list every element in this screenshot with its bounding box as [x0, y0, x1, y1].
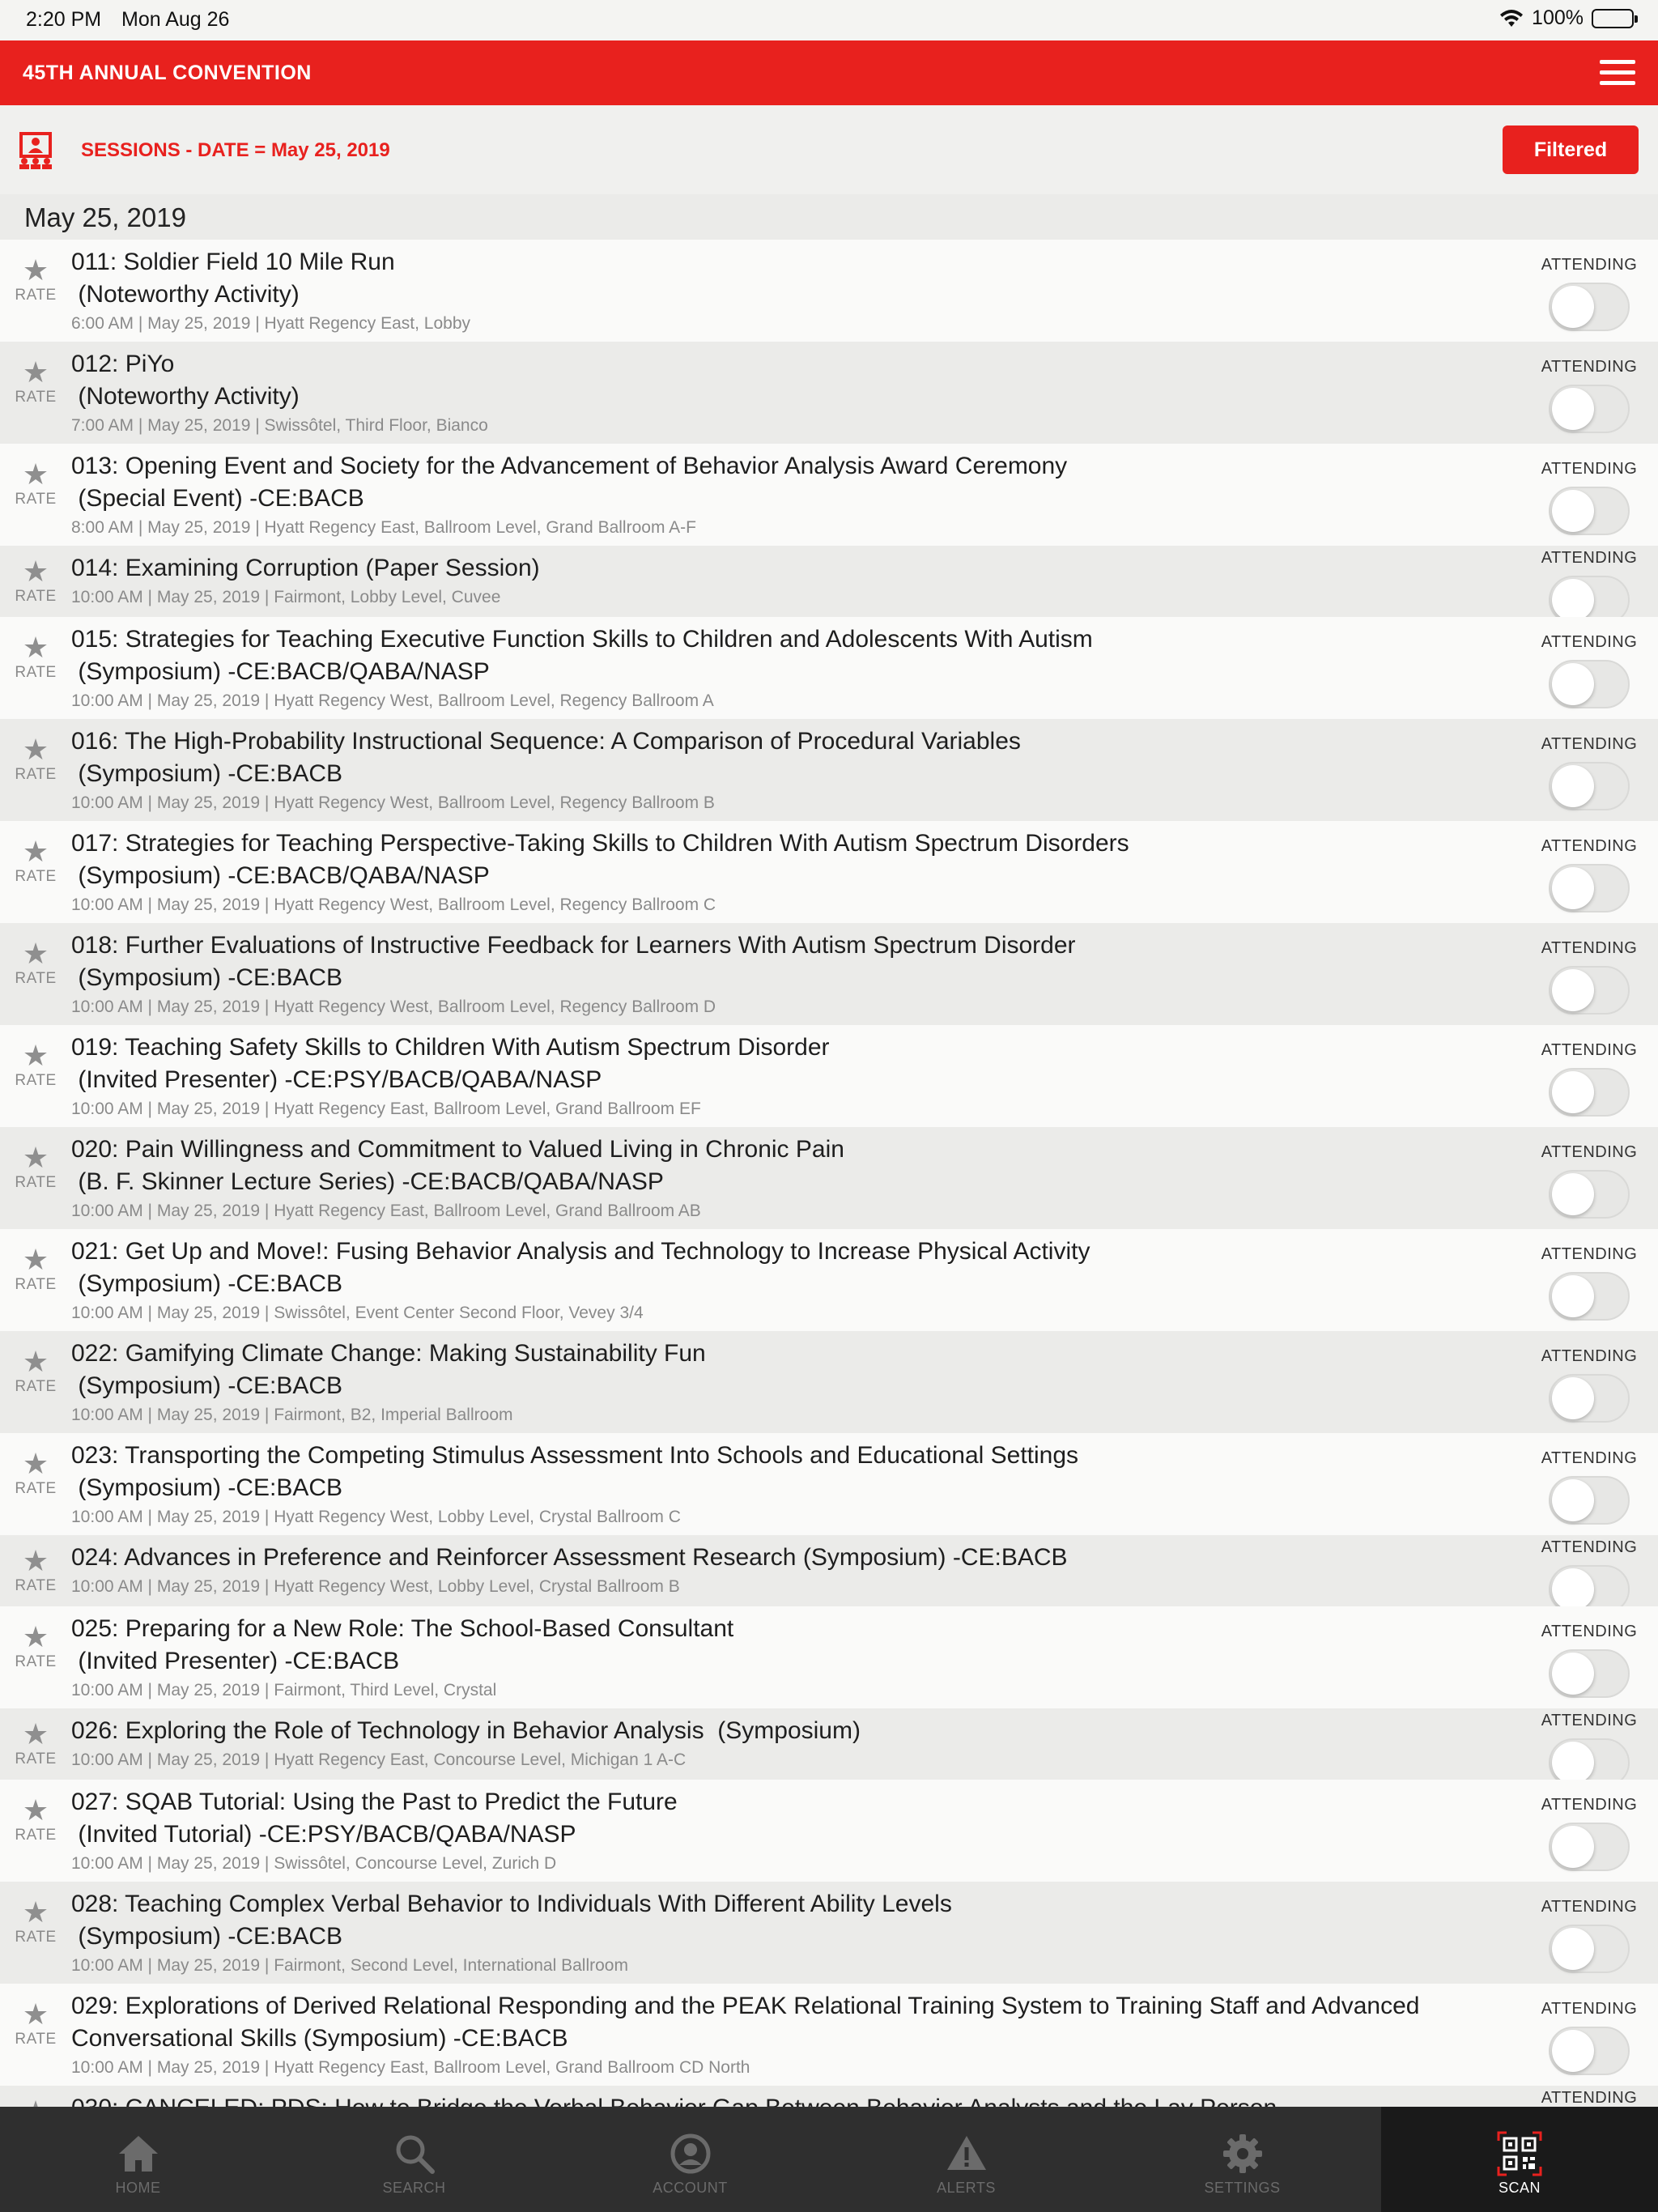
session-row[interactable]: [0, 1025, 1658, 1127]
session-title[interactable]: 026: Exploring the Role of Technology in Behavior Analysis (Symposium): [71, 1717, 861, 1744]
session-row[interactable]: [0, 342, 1658, 444]
attending-toggle[interactable]: [1549, 1068, 1630, 1117]
session-meta: 10:00 AM | May 25, 2019 | Hyatt Regency East, Concourse Level, Michigan 1 A-C: [71, 1750, 687, 1769]
session-type[interactable]: (Symposium) -CE:BACB: [71, 1372, 343, 1399]
attending-toggle[interactable]: [1549, 864, 1630, 912]
session-row[interactable]: [0, 923, 1658, 1025]
session-row[interactable]: [0, 1606, 1658, 1708]
status-bar: [0, 0, 1658, 40]
toggle-knob: [1552, 388, 1594, 430]
toggle-knob: [1552, 1742, 1594, 1784]
attending-label: ATTENDING: [1541, 1143, 1638, 1161]
attending-control: [1537, 735, 1642, 810]
session-type[interactable]: (Noteworthy Activity): [71, 383, 300, 410]
session-row[interactable]: [0, 1780, 1658, 1882]
hamburger-menu-icon[interactable]: [1598, 57, 1637, 89]
tab-account[interactable]: [552, 2107, 828, 2212]
sessions-icon: [18, 132, 53, 169]
session-title[interactable]: 022: Gamifying Climate Change: Making Sustainability Fun: [71, 1340, 706, 1367]
rate-button[interactable]: [13, 355, 58, 406]
attending-label: ATTENDING: [1541, 939, 1638, 957]
attending-label: ATTENDING: [1541, 358, 1638, 376]
date-group-header: [0, 194, 1658, 240]
session-meta: 10:00 AM | May 25, 2019 | Hyatt Regency West, Ballroom Level, Regency Ballroom A: [71, 691, 714, 710]
toggle-knob: [1552, 969, 1594, 1011]
rate-label: RATE: [15, 1480, 57, 1497]
attending-control: [1537, 1449, 1642, 1525]
attending-label: ATTENDING: [1541, 1538, 1638, 1556]
rate-button[interactable]: [13, 1449, 58, 1498]
tab-home[interactable]: [0, 2107, 276, 2212]
star-icon: ★: [22, 457, 49, 491]
star-icon: ★: [22, 1793, 49, 1827]
rate-button[interactable]: [13, 735, 58, 784]
session-row[interactable]: [0, 546, 1658, 617]
rate-label: RATE: [15, 287, 57, 304]
toggle-knob: [1552, 286, 1594, 328]
toggle-knob: [1552, 1928, 1594, 1970]
attending-label: ATTENDING: [1541, 1041, 1638, 1059]
session-meta: 10:00 AM | May 25, 2019 | Hyatt Regency East, Ballroom Level, Grand Ballroom CD North: [71, 2058, 750, 2077]
alert-icon: [944, 2131, 989, 2176]
rate-label: RATE: [15, 2031, 57, 2048]
gear-icon: [1220, 2131, 1265, 2176]
toggle-knob: [1552, 663, 1594, 705]
battery-icon: [1592, 9, 1634, 28]
toggle-knob: [1552, 1173, 1594, 1215]
attending-toggle[interactable]: [1549, 762, 1630, 810]
account-icon: [668, 2131, 713, 2176]
attending-control: [1537, 1347, 1642, 1423]
rate-label: RATE: [15, 868, 57, 885]
toggle-knob: [1552, 2030, 1594, 2072]
session-title[interactable]: 017: Strategies for Teaching Perspective-Taking Skills to Children With Autism Spectrum Disorders: [71, 830, 1129, 857]
toggle-knob: [1552, 490, 1594, 532]
session-meta: 10:00 AM | May 25, 2019 | Swissôtel, Concourse Level, Zurich D: [71, 1854, 557, 1873]
session-title[interactable]: 020: Pain Willingness and Commitment to Valued Living in Chronic Pain: [71, 1136, 844, 1163]
session-title[interactable]: 029: Explorations of Derived Relational Responding and the PEAK Relational Training System to Training Staff and Advanced: [71, 1993, 1420, 2019]
rate-button[interactable]: [13, 1347, 58, 1396]
attending-label: ATTENDING: [1541, 460, 1638, 478]
attending-label: ATTENDING: [1541, 1245, 1638, 1263]
toggle-knob: [1552, 1826, 1594, 1868]
rate-button[interactable]: [13, 1793, 58, 1844]
attending-toggle[interactable]: [1549, 1823, 1630, 1871]
rate-label: RATE: [15, 1827, 57, 1844]
attending-control: [1537, 939, 1642, 1015]
toggle-knob: [1552, 1568, 1594, 1610]
attending-label: ATTENDING: [1541, 1449, 1638, 1467]
rate-label: RATE: [15, 588, 57, 605]
star-icon: ★: [22, 555, 49, 588]
attending-control: [1537, 1538, 1642, 1614]
session-meta: 10:00 AM | May 25, 2019 | Hyatt Regency West, Ballroom Level, Regency Ballroom B: [71, 793, 715, 812]
toggle-knob: [1552, 765, 1594, 807]
attending-toggle[interactable]: [1549, 1170, 1630, 1219]
session-type[interactable]: (Invited Presenter) -CE:BACB: [71, 1648, 400, 1674]
session-meta: 10:00 AM | May 25, 2019 | Fairmont, B2, Imperial Ballroom: [71, 1406, 513, 1424]
rate-label: RATE: [15, 1174, 57, 1191]
attending-control: [1537, 256, 1642, 331]
session-row[interactable]: [0, 617, 1658, 719]
attending-control: [1537, 837, 1642, 912]
session-row[interactable]: [0, 444, 1658, 546]
star-icon: ★: [22, 733, 49, 766]
session-row[interactable]: [0, 1535, 1658, 1606]
rate-label: RATE: [15, 1072, 57, 1089]
rate-button[interactable]: [13, 1143, 58, 1192]
attending-label: ATTENDING: [1541, 735, 1638, 753]
session-meta: 10:00 AM | May 25, 2019 | Hyatt Regency West, Lobby Level, Crystal Ballroom B: [71, 1577, 680, 1596]
attending-control: [1537, 1245, 1642, 1321]
attending-control: [1537, 633, 1642, 708]
attending-toggle[interactable]: [1549, 487, 1630, 535]
star-icon: ★: [22, 1039, 49, 1072]
session-meta: 10:00 AM | May 25, 2019 | Swissôtel, Event Center Second Floor, Vevey 3/4: [71, 1304, 644, 1322]
date-group-label: May 25, 2019: [24, 202, 186, 232]
session-type[interactable]: (Symposium) -CE:BACB: [71, 964, 343, 991]
search-icon: [392, 2131, 437, 2176]
rate-button[interactable]: [13, 1245, 58, 1294]
attending-control: [1537, 1796, 1642, 1871]
session-title[interactable]: 018: Further Evaluations of Instructive Feedback for Learners With Autism Spectrum Disorder: [71, 932, 1076, 959]
session-title[interactable]: 016: The High-Probability Instructional Sequence: A Comparison of Procedural Variables: [71, 728, 1021, 755]
session-title[interactable]: 028: Teaching Complex Verbal Behavior to Individuals With Different Ability Levels: [71, 1891, 952, 1917]
rate-label: RATE: [15, 970, 57, 987]
status-date: Mon Aug 26: [121, 8, 230, 31]
toggle-knob: [1552, 1653, 1594, 1695]
home-icon: [116, 2131, 161, 2176]
attending-label: ATTENDING: [1541, 1898, 1638, 1916]
session-meta: 10:00 AM | May 25, 2019 | Fairmont, Third Level, Crystal: [71, 1681, 497, 1699]
session-row[interactable]: [0, 240, 1658, 342]
attending-control: [1537, 358, 1642, 433]
attending-label: ATTENDING: [1541, 2089, 1638, 2107]
star-icon: ★: [22, 1997, 49, 2031]
attending-toggle[interactable]: [1549, 1649, 1630, 1698]
rate-label: RATE: [15, 1929, 57, 1946]
session-row[interactable]: [0, 719, 1658, 821]
session-title[interactable]: 013: Opening Event and Society for the Advancement of Behavior Analysis Award Ceremony: [71, 453, 1068, 479]
rate-button[interactable]: [13, 457, 58, 508]
rate-button[interactable]: [13, 1717, 58, 1768]
attending-label: ATTENDING: [1541, 1796, 1638, 1814]
attending-label: ATTENDING: [1541, 633, 1638, 651]
attending-toggle[interactable]: [1549, 966, 1630, 1015]
session-type[interactable]: (Symposium) -CE:BACB/QABA/NASP: [71, 658, 490, 685]
toggle-knob: [1552, 867, 1594, 909]
star-icon: ★: [22, 1447, 49, 1480]
filter-label: SESSIONS - DATE = May 25, 2019: [81, 139, 390, 161]
rate-label: RATE: [15, 1378, 57, 1395]
session-type[interactable]: Conversational Skills (Symposium) -CE:BACB: [71, 2025, 568, 2052]
attending-toggle[interactable]: [1549, 2027, 1630, 2075]
rate-label: RATE: [15, 389, 57, 406]
star-icon: ★: [22, 631, 49, 664]
rate-button[interactable]: [13, 1895, 58, 1946]
rate-button[interactable]: [13, 1620, 58, 1671]
session-title[interactable]: 014: Examining Corruption (Paper Session): [71, 555, 540, 581]
attending-toggle[interactable]: [1549, 660, 1630, 708]
attending-control: [1537, 1041, 1642, 1117]
session-meta: 10:00 AM | May 25, 2019 | Hyatt Regency East, Ballroom Level, Grand Ballroom AB: [71, 1202, 701, 1220]
session-title[interactable]: 015: Strategies for Teaching Executive Function Skills to Children and Adolescents With Autism: [71, 626, 1093, 653]
rate-label: RATE: [15, 1653, 57, 1670]
rate-label: RATE: [15, 1276, 57, 1293]
status-time: 2:20 PM: [26, 8, 102, 31]
tab-alerts[interactable]: [828, 2107, 1104, 2212]
attending-control: [1537, 460, 1642, 535]
tab-label: SEARCH: [382, 2180, 446, 2196]
session-title[interactable]: 019: Teaching Safety Skills to Children With Autism Spectrum Disorder: [71, 1034, 830, 1061]
session-title[interactable]: 011: Soldier Field 10 Mile Run: [71, 249, 395, 275]
rate-button[interactable]: [13, 633, 58, 682]
toggle-knob: [1552, 1479, 1594, 1521]
rate-button[interactable]: [13, 557, 58, 606]
battery-percent: 100%: [1532, 6, 1584, 29]
qr-code-icon: [1497, 2131, 1542, 2176]
toggle-knob: [1552, 1377, 1594, 1419]
star-icon: ★: [22, 1345, 49, 1378]
attending-toggle[interactable]: [1549, 385, 1630, 433]
session-title[interactable]: 027: SQAB Tutorial: Using the Past to Predict the Future: [71, 1789, 678, 1815]
star-icon: ★: [22, 937, 49, 970]
session-meta: 10:00 AM | May 25, 2019 | Hyatt Regency East, Ballroom Level, Grand Ballroom EF: [71, 1100, 701, 1118]
session-meta: 6:00 AM | May 25, 2019 | Hyatt Regency East, Lobby: [71, 314, 471, 333]
session-row[interactable]: [0, 1127, 1658, 1229]
attending-label: ATTENDING: [1541, 2000, 1638, 2018]
session-row[interactable]: [0, 1708, 1658, 1780]
tab-label: SCAN: [1498, 2180, 1541, 2196]
session-type[interactable]: (Symposium) -CE:BACB: [71, 760, 343, 787]
toggle-knob: [1552, 1071, 1594, 1113]
session-type[interactable]: (Symposium) -CE:BACB: [71, 1923, 343, 1950]
session-title[interactable]: 021: Get Up and Move!: Fusing Behavior Analysis and Technology to Increase Physical Activity: [71, 1238, 1090, 1265]
session-type[interactable]: (Symposium) -CE:BACB/QABA/NASP: [71, 862, 490, 889]
attending-label: ATTENDING: [1541, 256, 1638, 274]
session-row[interactable]: [0, 1984, 1658, 2086]
star-icon: ★: [22, 1544, 49, 1577]
rate-label: RATE: [15, 491, 57, 508]
session-meta: 7:00 AM | May 25, 2019 | Swissôtel, Third Floor, Bianco: [71, 416, 488, 435]
attending-control: [1537, 1143, 1642, 1219]
attending-label: ATTENDING: [1541, 549, 1638, 567]
attending-control: [1537, 1623, 1642, 1698]
session-type[interactable]: (Noteworthy Activity): [71, 281, 300, 308]
session-row[interactable]: [0, 821, 1658, 923]
filtered-button[interactable]: Filtered: [1503, 125, 1639, 174]
star-icon: ★: [22, 355, 49, 389]
session-title[interactable]: 025: Preparing for a New Role: The School-Based Consultant: [71, 1615, 734, 1642]
star-icon: ★: [22, 1895, 49, 1929]
session-row[interactable]: [0, 1433, 1658, 1535]
star-icon: ★: [22, 253, 49, 287]
status-right: [1499, 6, 1634, 30]
rate-button[interactable]: [13, 1041, 58, 1090]
tab-label: HOME: [115, 2180, 161, 2196]
app-header: [0, 40, 1658, 105]
star-icon: ★: [22, 1620, 49, 1653]
rate-button[interactable]: [13, 837, 58, 886]
tab-label: SETTINGS: [1204, 2180, 1281, 2196]
tab-search[interactable]: [276, 2107, 552, 2212]
session-meta: 10:00 AM | May 25, 2019 | Fairmont, Second Level, International Ballroom: [71, 1956, 628, 1975]
attending-label: ATTENDING: [1541, 1347, 1638, 1365]
session-meta: 10:00 AM | May 25, 2019 | Hyatt Regency West, Lobby Level, Crystal Ballroom C: [71, 1508, 681, 1526]
attending-control: [1537, 1898, 1642, 1973]
toggle-knob: [1552, 579, 1594, 621]
rate-label: RATE: [15, 664, 57, 681]
toggle-knob: [1552, 1275, 1594, 1317]
tab-label: ACCOUNT: [653, 2180, 728, 2196]
session-type[interactable]: (Special Event) -CE:BACB: [71, 485, 364, 512]
attending-toggle[interactable]: [1549, 1476, 1630, 1525]
star-icon: ★: [22, 1141, 49, 1174]
session-row[interactable]: [0, 1882, 1658, 1984]
attending-control: [1537, 549, 1642, 624]
session-type[interactable]: (B. F. Skinner Lecture Series) -CE:BACB/QABA/NASP: [71, 1168, 664, 1195]
star-icon: ★: [22, 1243, 49, 1276]
session-meta: 8:00 AM | May 25, 2019 | Hyatt Regency East, Ballroom Level, Grand Ballroom A-F: [71, 518, 696, 537]
session-row[interactable]: [0, 1229, 1658, 1331]
rate-label: RATE: [15, 1577, 57, 1594]
rate-button[interactable]: [13, 1546, 58, 1595]
session-type[interactable]: (Symposium) -CE:BACB: [71, 1270, 343, 1297]
rate-button[interactable]: [13, 1997, 58, 2048]
attending-toggle[interactable]: [1549, 283, 1630, 331]
session-row[interactable]: [0, 1331, 1658, 1433]
session-type[interactable]: (Invited Tutorial) -CE:PSY/BACB/QABA/NASP: [71, 1821, 576, 1848]
app-title: 45TH ANNUAL CONVENTION: [23, 62, 312, 84]
rate-label: RATE: [15, 1750, 57, 1767]
rate-label: RATE: [15, 766, 57, 783]
tab-settings[interactable]: [1104, 2107, 1380, 2212]
attending-label: ATTENDING: [1541, 1623, 1638, 1640]
star-icon: ★: [22, 1717, 49, 1750]
attending-label: ATTENDING: [1541, 837, 1638, 855]
attending-toggle[interactable]: [1549, 1925, 1630, 1973]
session-type[interactable]: (Symposium) -CE:BACB: [71, 1474, 343, 1501]
attending-label: ATTENDING: [1541, 1712, 1638, 1729]
session-title[interactable]: 024: Advances in Preference and Reinforcer Assessment Research (Symposium) -CE:BACB: [71, 1544, 1068, 1571]
star-icon: ★: [22, 835, 49, 868]
session-meta: 10:00 AM | May 25, 2019 | Fairmont, Lobby Level, Cuvee: [71, 588, 501, 606]
rate-button[interactable]: [13, 939, 58, 988]
tab-label: ALERTS: [937, 2180, 996, 2196]
attending-control: [1537, 2000, 1642, 2075]
session-meta: 10:00 AM | May 25, 2019 | Hyatt Regency West, Ballroom Level, Regency Ballroom C: [71, 895, 716, 914]
session-list[interactable]: [0, 240, 1658, 2107]
attending-toggle[interactable]: [1549, 1374, 1630, 1423]
session-title[interactable]: 012: PiYo: [71, 351, 175, 377]
wifi-icon: [1499, 9, 1524, 28]
session-title[interactable]: 023: Transporting the Competing Stimulus Assessment Into Schools and Educational Settings: [71, 1442, 1079, 1469]
attending-control: [1537, 1712, 1642, 1787]
tab-scan[interactable]: [1381, 2107, 1658, 2212]
rate-button[interactable]: [13, 253, 58, 304]
filter-bar: [0, 105, 1658, 194]
session-meta: 10:00 AM | May 25, 2019 | Hyatt Regency West, Ballroom Level, Regency Ballroom D: [71, 998, 716, 1016]
attending-toggle[interactable]: [1549, 1272, 1630, 1321]
session-type[interactable]: (Invited Presenter) -CE:PSY/BACB/QABA/NASP: [71, 1066, 602, 1093]
tab-bar: [0, 2107, 1658, 2212]
